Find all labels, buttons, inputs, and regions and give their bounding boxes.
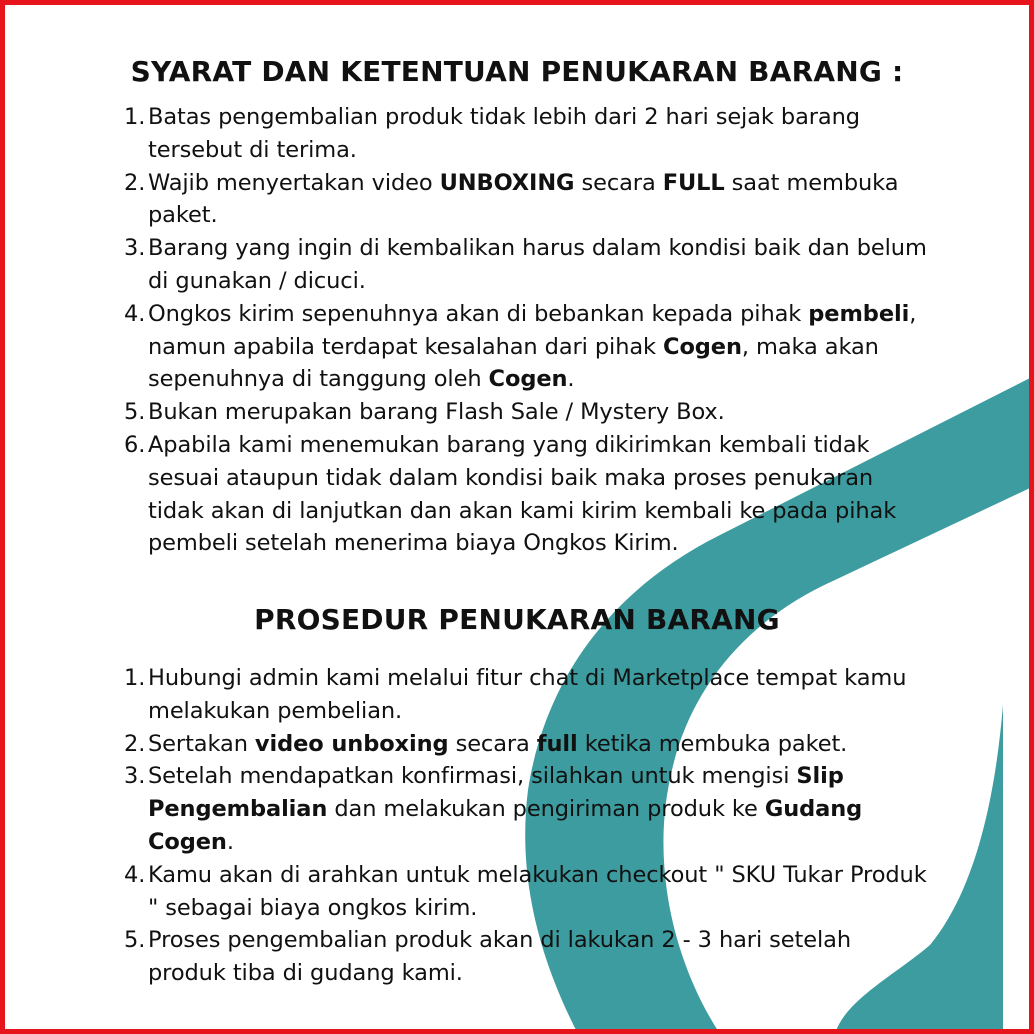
body-text: Hubungi admin kami melalui fitur chat di Marketplace tempat kamu melakukan pembelian. [148,665,907,724]
body-text: . [567,366,575,393]
bold-text: full [536,730,578,757]
body-text: , maka akan sepenuhnya di tanggung oleh [148,333,879,393]
body-text: secara [448,730,537,757]
list-number: 1. [124,665,146,691]
terms-item [0,298,928,396]
body-text: . [226,828,234,855]
terms-item [0,101,928,167]
body-text: Ongkos kirim sepenuhnya akan di bebankan kepada pihak [148,300,809,327]
body-text: , namun apabila terdapat kesalahan dari pihak [148,300,917,360]
bold-text: Gudang Cogen [148,796,863,855]
procedure-list [0,662,928,990]
body-text: Apabila kami menemukan barang yang dikirimkan kembali tidak sesuai ataupun tidak dalam kondisi baik maka proses penukaran tidak akan di lanjutkan dan akan kami kirim kembali ke pada pihak pembeli setelah menerima biaya Ongkos Kirim. [148,431,897,557]
bold-text: UNBOXING [439,169,575,196]
list-number: 4. [124,300,146,327]
body-text: Kamu akan di arahkan untuk melakukan checkout " SKU Tukar Produk " sebagai biaya ongkos kirim. [148,861,927,921]
procedure-item [0,760,928,858]
bold-text: Slip Pengembalian [148,763,844,823]
terms-item [0,167,928,233]
list-number: 5. [124,927,146,954]
procedure-item [0,924,928,990]
body-text: ketika membuka paket. [577,730,848,757]
terms-item [0,232,928,298]
body-text: saat membuka paket. [148,169,899,229]
terms-heading: SYARAT DAN KETENTUAN PENUKARAN BARANG : [130,55,904,88]
list-number: 3. [124,763,146,790]
body-text: Bukan merupakan barang Flash Sale / Mystery Box. [148,399,725,426]
body-text: secara [574,169,663,196]
list-number: 2. [124,730,146,757]
body-text: Barang yang ingin di kembalikan harus dalam kondisi baik dan belum di gunakan / dicuci. [148,235,927,294]
body-text: Batas pengembalian produk tidak lebih dari 2 hari sejak barang tersebut di terima. [148,104,860,163]
terms-item [0,429,928,560]
terms-item [0,396,928,429]
terms-list [0,101,928,560]
bold-text: pembeli [808,300,910,327]
bold-text: Cogen [663,333,742,360]
body-text: Sertakan [148,730,255,757]
procedure-item [0,728,928,761]
body-text: Proses pengembalian produk akan di lakukan 2 - 3 hari setelah produk tiba di gudang kami. [148,927,851,987]
body-text: dan melakukan pengiriman produk ke [327,796,765,823]
body-text: Setelah mendapatkan konfirmasi, silahkan untuk mengisi [148,763,797,790]
list-number: 4. [124,861,146,888]
bold-text: Cogen [488,366,568,393]
procedure-item [0,859,928,925]
procedure-item [0,662,928,728]
list-number: 3. [124,235,146,262]
list-number: 6. [124,431,146,458]
list-number: 5. [124,399,146,426]
body-text: Wajib menyertakan video [148,169,440,196]
procedure-heading: PROSEDUR PENUKARAN BARANG [254,603,780,636]
bold-text: video unboxing [254,730,449,757]
bold-text: FULL [662,169,725,196]
list-number: 2. [124,169,146,196]
list-number: 1. [124,104,146,130]
